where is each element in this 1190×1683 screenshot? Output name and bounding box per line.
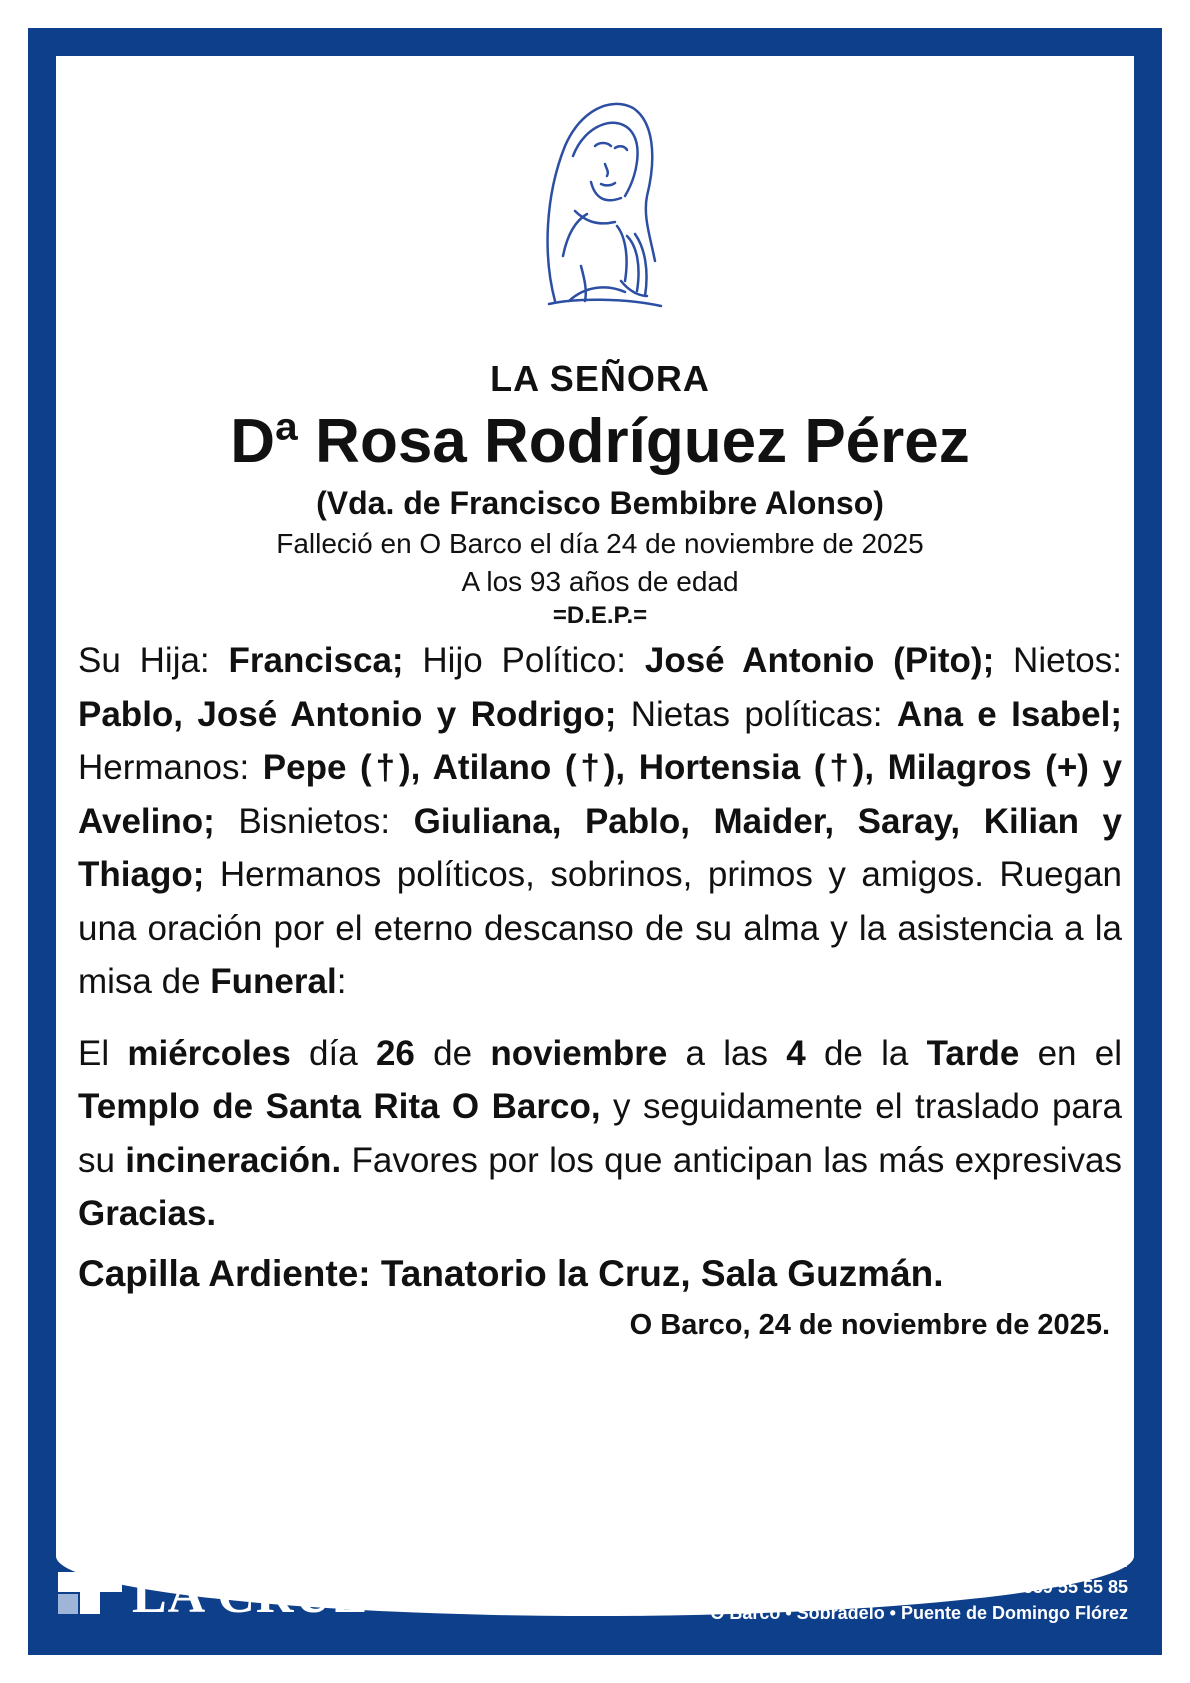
ceremony-bold: noviembre [490, 1033, 668, 1073]
ceremony-text: de la [805, 1033, 927, 1073]
family-text: Bisnietos: [214, 801, 414, 841]
ceremony-bold: Tarde [926, 1033, 1020, 1073]
capilla-ardiente: Capilla Ardiente: Tanatorio la Cruz, Sala Guzmán. [78, 1252, 944, 1294]
family-text: Hermanos políticos, sobrinos, primos y amigos. Ruegan una oración por el eterno descanso de su alma y la asistencia a la misa de [78, 855, 1122, 1002]
ceremony-text: de [414, 1033, 491, 1073]
family-text: Nietos: [994, 641, 1122, 681]
family-name: Giuliana, Pablo, Maider, Saray, Kilian y Thiago; [78, 801, 1122, 895]
ceremony-bold: 26 [375, 1033, 415, 1073]
dep-mark: =D.E.P.= [552, 602, 648, 630]
family-name: Funeral [210, 962, 337, 1002]
family-name: José Antonio (Pito); [644, 641, 995, 681]
ceremony-text: y seguidamente el traslado para su [78, 1087, 1122, 1180]
family-name: Pablo, José Antonio y Rodrigo; [78, 694, 617, 734]
brand-subtitle: FUNERARIA & TANATORIOS [134, 1550, 382, 1567]
ceremony-text: día [290, 1033, 376, 1073]
widow-of: (Vda. de Francisco Bembibre Alonso) [316, 485, 884, 522]
ceremony-bold: Templo de Santa Rita O Barco, [78, 1087, 601, 1127]
ceremony-bold: 4 [786, 1033, 806, 1073]
deceased-name: Dª Rosa Rodríguez Pérez [230, 407, 970, 476]
brand-name: LA CRUZ [132, 1567, 369, 1624]
cross-icon [58, 1550, 122, 1614]
age-line: A los 93 años de edad [461, 566, 739, 598]
family-text: : [336, 962, 347, 1002]
family-text: Su Hija: [78, 641, 229, 681]
ceremony-text: El [78, 1033, 128, 1073]
family-name: Ana e Isabel; [896, 694, 1123, 734]
footer [56, 1520, 1134, 1640]
obituary-content [78, 56, 1122, 1342]
family-text: Nietas políticas: [616, 694, 897, 734]
locations: O Barco • Sobradelo • Puente de Domingo Flórez [710, 1603, 1128, 1623]
family-name: Francisca; [228, 641, 404, 681]
ceremony-bold: miércoles [127, 1033, 291, 1073]
contact-block [710, 1548, 1128, 1626]
virgin-mary-icon [525, 86, 675, 316]
website-link[interactable]: www.funerarialacruz.com [886, 1550, 1128, 1572]
ceremony-text: a las [667, 1033, 787, 1073]
signoff-date: O Barco, 24 de noviembre de 2025. [629, 1308, 1110, 1341]
family-name: Pepe (†), Atilano (†), Hortensia (†), Milagros (+) y Avelino; [78, 748, 1123, 841]
ceremony-paragraph [78, 1027, 1122, 1241]
family-paragraph [78, 634, 1122, 1009]
family-text: Hijo Político: [403, 641, 645, 681]
title-prefix: LA SEÑORA [490, 358, 710, 399]
death-line: Falleció en O Barco el día 24 de noviembre de 2025 [276, 528, 924, 560]
ceremony-text: Favores por los que anticipan las más expresivas [341, 1140, 1122, 1180]
ceremony-bold: Gracias. [78, 1194, 217, 1234]
ceremony-bold: incineración. [125, 1140, 342, 1180]
family-text: Hermanos: [78, 748, 263, 788]
phone-numbers: Teléfono: 988 321 412 • Móvil: 659 55 55 85 [764, 1577, 1128, 1597]
ceremony-text: en el [1019, 1033, 1122, 1073]
